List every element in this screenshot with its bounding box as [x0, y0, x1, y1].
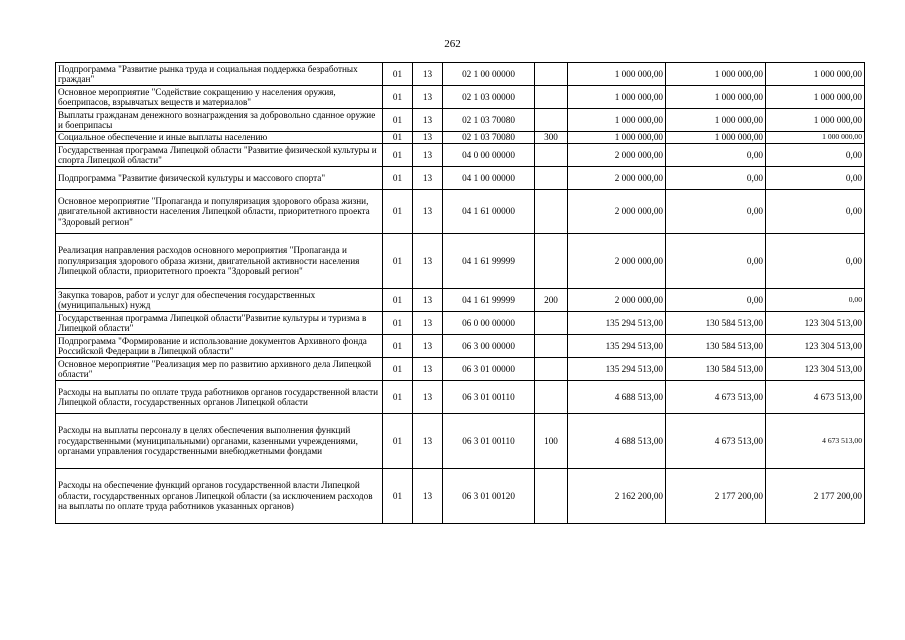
row-vr-cell	[535, 190, 568, 234]
row-section-cell: 01	[383, 167, 413, 190]
row-section-cell: 01	[383, 414, 413, 469]
row-name-cell: Государственная программа Липецкой области "Развитие физической культуры и спорта Липецкой области"	[56, 144, 383, 167]
row-target-cell: 02 1 03 70080	[443, 109, 535, 132]
row-target-cell: 06 3 01 00110	[443, 381, 535, 414]
row-subsection-cell: 13	[413, 414, 443, 469]
row-amount-year3-cell: 2 177 200,00	[766, 469, 865, 524]
table-row	[56, 167, 865, 190]
row-amount-year3-cell: 0,00	[766, 190, 865, 234]
row-subsection-cell: 13	[413, 63, 443, 86]
row-vr-cell: 300	[535, 132, 568, 144]
row-subsection-cell: 13	[413, 358, 443, 381]
row-subsection-cell: 13	[413, 144, 443, 167]
row-target-cell: 02 1 00 00000	[443, 63, 535, 86]
row-target-cell: 06 3 01 00000	[443, 358, 535, 381]
row-name-cell: Подпрограмма "Развитие физической культуры и массового спорта"	[56, 167, 383, 190]
row-subsection-cell: 13	[413, 381, 443, 414]
row-amount-year3-cell: 123 304 513,00	[766, 312, 865, 335]
row-amount-year3-cell: 0,00	[766, 289, 865, 312]
row-target-cell: 04 1 61 00000	[443, 190, 535, 234]
row-vr-cell	[535, 86, 568, 109]
row-amount-year2-cell: 0,00	[666, 289, 766, 312]
row-vr-cell	[535, 335, 568, 358]
row-amount-year1-cell: 2 000 000,00	[568, 289, 666, 312]
row-amount-year2-cell: 2 177 200,00	[666, 469, 766, 524]
table-row	[56, 132, 865, 144]
row-vr-cell	[535, 144, 568, 167]
budget-table	[55, 62, 865, 524]
row-amount-year1-cell: 1 000 000,00	[568, 86, 666, 109]
row-amount-year1-cell: 2 000 000,00	[568, 234, 666, 289]
table-row	[56, 381, 865, 414]
table-row	[56, 469, 865, 524]
row-section-cell: 01	[383, 144, 413, 167]
row-name-cell: Основное мероприятие "Пропаганда и популяризация здорового образа жизни, двигательной активности населения Липецкой области, приоритетного проекта "Здоровый регион"	[56, 190, 383, 234]
row-amount-year2-cell: 0,00	[666, 167, 766, 190]
row-section-cell: 01	[383, 312, 413, 335]
table-row	[56, 63, 865, 86]
row-vr-cell: 200	[535, 289, 568, 312]
row-name-cell: Подпрограмма "Формирование и использование документов Архивного фонда Российской Федерации в Липецкой области"	[56, 335, 383, 358]
row-name-cell: Выплаты гражданам денежного вознаграждения за добровольно сданное оружие и боеприпасы	[56, 109, 383, 132]
row-name-cell: Государственная программа Липецкой области"Развитие культуры и туризма в Липецкой области"	[56, 312, 383, 335]
row-section-cell: 01	[383, 86, 413, 109]
row-subsection-cell: 13	[413, 469, 443, 524]
row-amount-year2-cell: 1 000 000,00	[666, 86, 766, 109]
row-vr-cell	[535, 312, 568, 335]
table-row	[56, 86, 865, 109]
table-row	[56, 414, 865, 469]
row-name-cell: Закупка товаров, работ и услуг для обеспечения государственных (муниципальных) нужд	[56, 289, 383, 312]
row-amount-year2-cell: 4 673 513,00	[666, 414, 766, 469]
table-row	[56, 190, 865, 234]
row-vr-cell: 100	[535, 414, 568, 469]
row-target-cell: 06 3 01 00120	[443, 469, 535, 524]
row-target-cell: 06 3 00 00000	[443, 335, 535, 358]
row-section-cell: 01	[383, 381, 413, 414]
row-vr-cell	[535, 234, 568, 289]
row-amount-year1-cell: 4 688 513,00	[568, 414, 666, 469]
row-target-cell: 02 1 03 70080	[443, 132, 535, 144]
row-amount-year1-cell: 135 294 513,00	[568, 358, 666, 381]
row-name-cell: Расходы на выплаты персоналу в целях обеспечения выполнения функций государственными (муниципальными) органами, казенными учреждениями, органами управления государственными внебюджетными фондами	[56, 414, 383, 469]
row-section-cell: 01	[383, 358, 413, 381]
row-name-cell: Расходы на обеспечение функций органов государственной власти Липецкой области, государственных органов Липецкой области (за исключением расходов на выплаты по оплате труда работников указанных органов)	[56, 469, 383, 524]
table-row	[56, 335, 865, 358]
row-section-cell: 01	[383, 190, 413, 234]
row-section-cell: 01	[383, 109, 413, 132]
row-amount-year3-cell: 0,00	[766, 234, 865, 289]
row-name-cell: Подпрограмма "Развитие рынка труда и социальная поддержка безработных граждан"	[56, 63, 383, 86]
row-vr-cell	[535, 381, 568, 414]
row-section-cell: 01	[383, 289, 413, 312]
row-amount-year3-cell: 1 000 000,00	[766, 63, 865, 86]
table-row	[56, 109, 865, 132]
row-section-cell: 01	[383, 63, 413, 86]
row-amount-year1-cell: 2 162 200,00	[568, 469, 666, 524]
row-subsection-cell: 13	[413, 234, 443, 289]
row-amount-year1-cell: 2 000 000,00	[568, 144, 666, 167]
row-subsection-cell: 13	[413, 289, 443, 312]
row-subsection-cell: 13	[413, 109, 443, 132]
row-amount-year1-cell: 1 000 000,00	[568, 132, 666, 144]
row-amount-year3-cell: 1 000 000,00	[766, 132, 865, 144]
row-subsection-cell: 13	[413, 86, 443, 109]
row-target-cell: 04 0 00 00000	[443, 144, 535, 167]
table-row	[56, 358, 865, 381]
row-amount-year2-cell: 4 673 513,00	[666, 381, 766, 414]
row-amount-year3-cell: 4 673 513,00	[766, 414, 865, 469]
row-target-cell: 04 1 61 99999	[443, 234, 535, 289]
row-target-cell: 06 3 01 00110	[443, 414, 535, 469]
row-amount-year2-cell: 1 000 000,00	[666, 109, 766, 132]
row-amount-year3-cell: 0,00	[766, 144, 865, 167]
row-name-cell: Расходы на выплаты по оплате труда работников органов государственной власти Липецкой области, государственных органов Липецкой области	[56, 381, 383, 414]
row-amount-year1-cell: 135 294 513,00	[568, 312, 666, 335]
row-section-cell: 01	[383, 469, 413, 524]
row-section-cell: 01	[383, 234, 413, 289]
row-amount-year3-cell: 4 673 513,00	[766, 381, 865, 414]
row-name-cell: Реализация направления расходов основного мероприятия "Пропаганда и популяризация здорового образа жизни, двигательной активности населения Липецкой области, приоритетного проекта "Здоровый регион"	[56, 234, 383, 289]
row-amount-year2-cell: 130 584 513,00	[666, 358, 766, 381]
row-section-cell: 01	[383, 132, 413, 144]
table-row	[56, 312, 865, 335]
row-target-cell: 04 1 61 99999	[443, 289, 535, 312]
row-amount-year2-cell: 0,00	[666, 234, 766, 289]
page-number: 262	[444, 38, 461, 50]
row-name-cell: Основное мероприятие "Реализация мер по развитию архивного дела Липецкой области"	[56, 358, 383, 381]
row-vr-cell	[535, 167, 568, 190]
row-amount-year1-cell: 1 000 000,00	[568, 63, 666, 86]
table-row	[56, 234, 865, 289]
row-amount-year2-cell: 1 000 000,00	[666, 63, 766, 86]
row-amount-year2-cell: 130 584 513,00	[666, 335, 766, 358]
row-vr-cell	[535, 358, 568, 381]
row-amount-year1-cell: 135 294 513,00	[568, 335, 666, 358]
row-amount-year2-cell: 130 584 513,00	[666, 312, 766, 335]
row-name-cell: Основное мероприятие "Содействие сокращению у населения оружия, боеприпасов, взрывчатых веществ и материалов"	[56, 86, 383, 109]
row-amount-year2-cell: 0,00	[666, 190, 766, 234]
row-amount-year1-cell: 2 000 000,00	[568, 190, 666, 234]
row-amount-year3-cell: 0,00	[766, 167, 865, 190]
row-amount-year3-cell: 1 000 000,00	[766, 86, 865, 109]
row-subsection-cell: 13	[413, 335, 443, 358]
table-row	[56, 144, 865, 167]
row-amount-year2-cell: 0,00	[666, 144, 766, 167]
row-target-cell: 04 1 00 00000	[443, 167, 535, 190]
row-vr-cell	[535, 63, 568, 86]
row-section-cell: 01	[383, 335, 413, 358]
row-subsection-cell: 13	[413, 190, 443, 234]
row-subsection-cell: 13	[413, 132, 443, 144]
row-target-cell: 06 0 00 00000	[443, 312, 535, 335]
row-amount-year3-cell: 123 304 513,00	[766, 358, 865, 381]
row-subsection-cell: 13	[413, 312, 443, 335]
row-subsection-cell: 13	[413, 167, 443, 190]
row-vr-cell	[535, 109, 568, 132]
row-name-cell: Социальное обеспечение и иные выплаты населению	[56, 132, 383, 144]
row-vr-cell	[535, 469, 568, 524]
row-amount-year3-cell: 1 000 000,00	[766, 109, 865, 132]
table-row	[56, 289, 865, 312]
row-amount-year3-cell: 123 304 513,00	[766, 335, 865, 358]
row-amount-year2-cell: 1 000 000,00	[666, 132, 766, 144]
row-target-cell: 02 1 03 00000	[443, 86, 535, 109]
row-amount-year1-cell: 2 000 000,00	[568, 167, 666, 190]
row-amount-year1-cell: 4 688 513,00	[568, 381, 666, 414]
row-amount-year1-cell: 1 000 000,00	[568, 109, 666, 132]
